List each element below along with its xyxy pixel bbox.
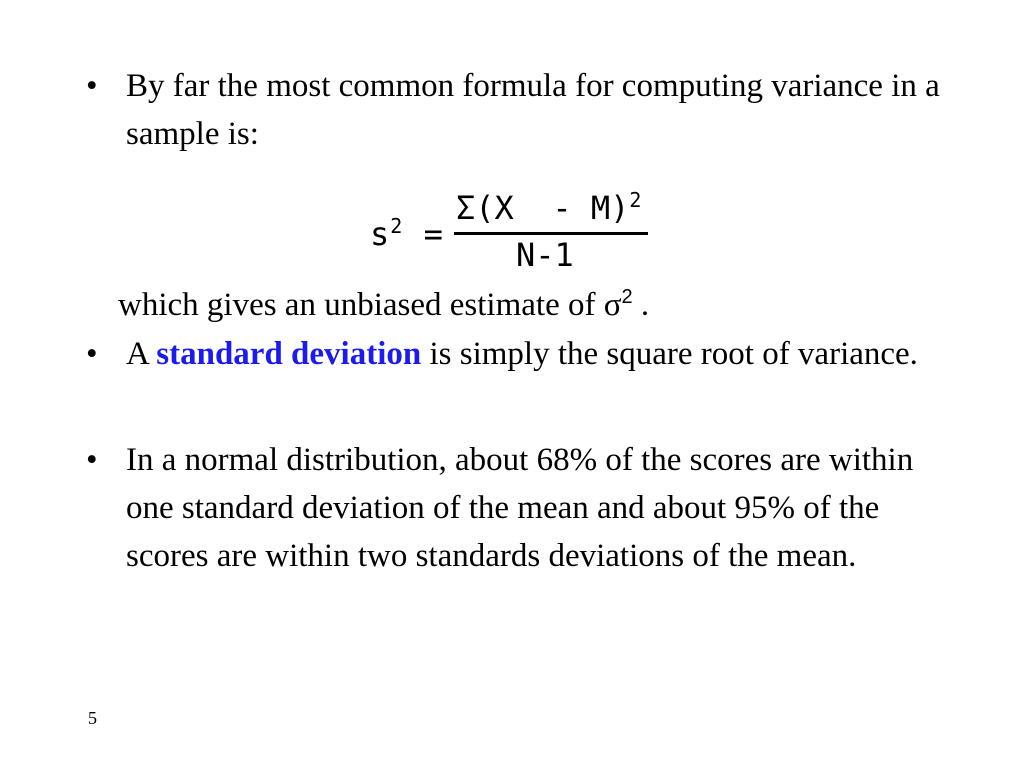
- page-number: 5: [88, 708, 97, 728]
- formula-equals: =: [423, 215, 444, 253]
- unbiased-estimate-line: which gives an unbiased estimate of $\sigma^2$ .: [118, 286, 650, 323]
- highlight-term: standard deviation: [156, 336, 422, 372]
- bullet-text: A standard deviation is simply the square root of variance.: [126, 336, 918, 372]
- bullet-dot: •: [86, 336, 98, 372]
- formula-numerator: Σ(X - M)$^2$: [456, 188, 642, 227]
- bullet-item-standard-deviation: [86, 330, 946, 378]
- bullet-item-sample-variance: [86, 62, 946, 158]
- fraction-bar: [454, 232, 648, 235]
- formula-lhs: $s^2$ =: [370, 214, 444, 253]
- bullet-dot: •: [86, 68, 98, 104]
- formula-denominator: N-1: [516, 236, 574, 274]
- variance-formula: [370, 188, 660, 274]
- bullet-text: By far the most common formula for computing variance in a sample is:: [126, 68, 940, 152]
- bullet-dot: •: [86, 442, 98, 478]
- bullet-text: In a normal distribution, about 68% of the scores are within one standard deviation of the mean and about 95% of the scores are within two standards deviations of the mean.: [126, 442, 914, 574]
- bullet-item-normal-distribution: [86, 436, 946, 580]
